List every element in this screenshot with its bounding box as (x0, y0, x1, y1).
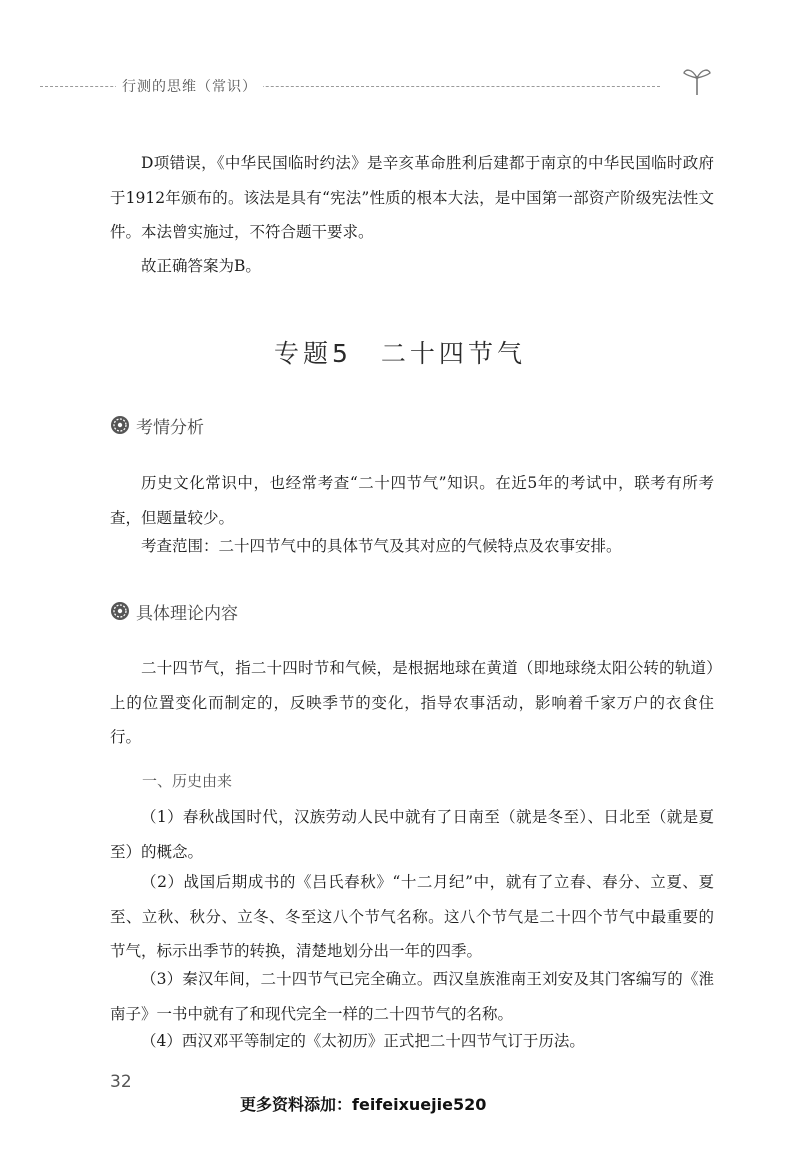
chapter-title: 专题5 二十四节气 (274, 339, 526, 368)
ornament-icon (110, 415, 130, 435)
scope-paragraph: 考查范围：二十四节气中的具体节气及其对应的气候特点及农事安排。 (141, 537, 622, 555)
section-heading-theory (110, 599, 238, 623)
option-d-explanation: D项错误，《中华民国临时约法》是辛亥革命胜利后建都于南京的中华民国临时政府于1912年颁布的。该法是具有“宪法”性质的根本大法，是中国第一部资产阶级宪法性文件。本法曾实施过，不符合题干要求。 (110, 154, 714, 241)
running-header-title: 行测的思维（常识） (116, 76, 263, 96)
intro-paragraph: 二十四节气，指二十四时节和气候，是根据地球在黄道（即地球绕太阳公转的轨道）上的位置变化而制定的，反映季节的变化，指导农事活动，影响着千家万户的衣食住行。 (110, 659, 714, 746)
footer-note: 更多资料添加：feifeixuejie520 (240, 1095, 487, 1114)
list-item: （4）西汉邓平等制定的《太初历》正式把二十四节气订于历法。 (141, 1032, 585, 1050)
page-number: 32 (110, 1072, 132, 1092)
list-item: （2）战国后期成书的《吕氏春秋》“十二月纪”中，就有了立春、春分、立夏、夏至、立秋、秋分、立冬、冬至这八个节气名称。这八个节气是二十四个节气中最重要的节气，标示出季节的转换，清楚地划分出一年的四季。 (110, 873, 714, 960)
sprout-icon (682, 62, 712, 96)
section-heading-label: 具体理论内容 (136, 603, 238, 624)
analysis-paragraph: 历史文化常识中，也经常考查“二十四节气”知识。在近5年的考试中，联考有所考查，但题量较少。 (110, 474, 714, 527)
subheading-history: 一、历史由来 (142, 772, 233, 790)
answer-statement: 故正确答案为B。 (141, 257, 261, 275)
section-heading-analysis (110, 413, 204, 437)
list-item: （1）春秋战国时代，汉族劳动人民中就有了日南至（就是冬至）、日北至（就是夏至）的概念。 (110, 808, 714, 861)
section-heading-label: 考情分析 (136, 417, 204, 438)
list-item: （3）秦汉年间，二十四节气已完全确立。西汉皇族淮南王刘安及其门客编写的《淮南子》一书中就有了和现代完全一样的二十四节气的名称。 (110, 970, 714, 1023)
ornament-icon (110, 601, 130, 621)
